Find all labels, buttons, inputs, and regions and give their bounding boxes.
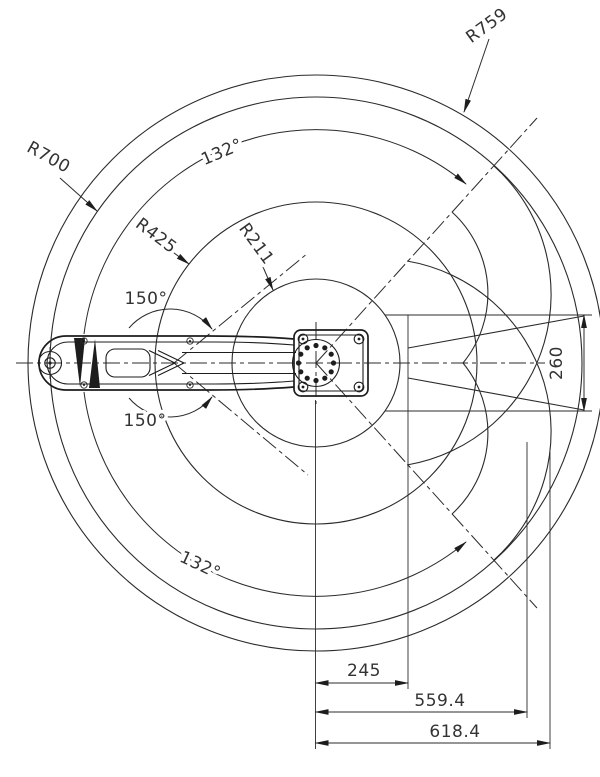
label-150-upper: 150° bbox=[124, 289, 168, 309]
small-lobe-lower bbox=[452, 363, 488, 514]
corridor-taper-bottom bbox=[408, 378, 584, 410]
label-559: 559.4 bbox=[414, 691, 466, 711]
j2-limit-ray-lower bbox=[174, 363, 308, 475]
leader-r759 bbox=[464, 39, 489, 112]
label-132-lower: 132° bbox=[176, 547, 224, 584]
j2-limit-ray-upper bbox=[174, 253, 308, 363]
small-lobe-upper bbox=[452, 212, 488, 363]
label-r211: R211 bbox=[234, 219, 278, 269]
dim-arc-150-upper bbox=[129, 309, 212, 329]
label-r700: R700 bbox=[23, 137, 74, 178]
label-245: 245 bbox=[347, 661, 381, 681]
j1-limit-line-lower bbox=[316, 363, 537, 608]
label-618: 618.4 bbox=[429, 722, 481, 742]
label-132-upper: 132° bbox=[198, 134, 246, 170]
corridor-taper-top bbox=[408, 316, 584, 348]
j1-limit-line-upper bbox=[316, 118, 537, 363]
label-260: 260 bbox=[547, 346, 567, 380]
label-150-lower: 150° bbox=[123, 411, 167, 431]
label-r425: R425 bbox=[131, 214, 181, 258]
label-r759: R759 bbox=[462, 4, 512, 48]
